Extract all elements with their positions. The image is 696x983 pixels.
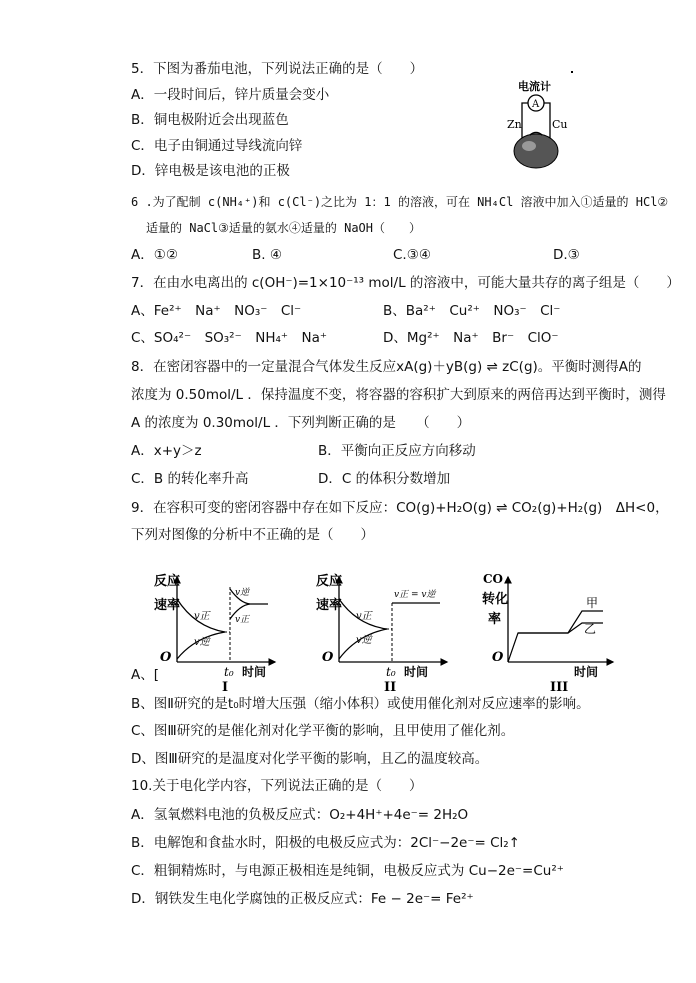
q7-option-d: D、Mg²⁺ Na⁺ Br⁻ ClO⁻ (383, 330, 559, 346)
q7-stem: 7．在由水电离出的 c(OH⁻)=1×10⁻¹³ mol/L 的溶液中，可能大量共存的离子组是（ ） (131, 275, 680, 291)
graph-2 (312, 567, 452, 692)
q9-option-b: B、图Ⅱ研究的是t₀时增大压强（缩小体积）或使用催化剂对反应速率的影响。 (131, 696, 590, 712)
graph1-origin: O (160, 650, 172, 665)
graph1-v-rev: v逆 (194, 637, 210, 648)
graph1-roman: I (222, 680, 229, 692)
graph2-roman: II (384, 680, 397, 692)
graph2-origin: O (322, 650, 334, 665)
q8-line3: A 的浓度为 0.30mol/L ．下列判断正确的是 （ ） (131, 415, 471, 431)
q7-option-c: C、SO₄²⁻ SO₃²⁻ NH₄⁺ Na⁺ (131, 330, 328, 346)
q9-option-a: A、[ (131, 667, 160, 683)
q10-option-c: C．粗铜精炼时，与电源正极相连是纯铜，电极反应式为 Cu−2e⁻=Cu²⁺ (131, 863, 564, 879)
graph3-ylabel-3: 率 (488, 612, 502, 627)
graph3-roman: III (550, 680, 569, 692)
q6-option-d: D.③ (553, 247, 580, 263)
q5-option-d: D．锌电极是该电池的正极 (131, 163, 290, 179)
ammeter-label: 电流计 (518, 80, 551, 93)
q8-option-c: C．B 的转化率升高 (131, 471, 249, 487)
graph1-v-rev-2: v逆 (235, 588, 250, 598)
q6-line1: 6 .为了配制 c(NH₄⁺)和 c(Cl⁻)之比为 1：1 的溶液，可在 NH₄Cl 溶液中加入①适量的 HCl② (131, 195, 669, 209)
q9-option-c: C、图Ⅲ研究的是催化剂对化学平衡的影响，且甲使用了催化剂。 (131, 723, 515, 739)
q10-option-d: D．钢铁发生电化学腐蚀的正极反应式：Fe − 2e⁻= Fe²⁺ (131, 891, 474, 907)
graph2-v-rev: v逆 (356, 635, 372, 646)
q5-option-c: C．电子由铜通过导线流向锌 (131, 138, 303, 154)
graph-3 (478, 567, 618, 692)
graph1-ylabel-2: 速率 (154, 598, 181, 613)
q8-option-a: A．x+y＞z (131, 443, 202, 459)
q6-option-a: A．①② (131, 247, 178, 263)
graph1-t0: t₀ (224, 665, 234, 679)
q9-option-d: D、图Ⅲ研究的是温度对化学平衡的影响，且乙的温度较高。 (131, 751, 489, 767)
ammeter-symbol: A (532, 99, 540, 110)
q5-option-a: A．一段时间后，锌片质量会变小 (131, 87, 330, 103)
graph2-ylabel-2: 速率 (316, 598, 343, 613)
q9-line2: 下列对图像的分析中不正确的是（ ） (131, 527, 374, 543)
q7-option-b: B、Ba²⁺ Cu²⁺ NO₃⁻ Cl⁻ (383, 303, 561, 319)
graph2-v-fwd: v正 (356, 611, 372, 622)
q8-option-b: B．平衡向正反应方向移动 (318, 443, 476, 459)
graph1-xlabel: 时间 (242, 665, 267, 679)
q5-option-b: B．铜电极附近会出现蓝色 (131, 112, 289, 128)
zinc-label: Zn (507, 118, 522, 131)
q8-option-d: D．C 的体积分数增加 (318, 471, 451, 487)
q9-line1: 9．在容积可变的密闭容器中存在如下反应：CO(g)+H₂O(g) ⇌ CO₂(g)+H₂(g) ΔH<0， (131, 500, 669, 516)
q6-line2: 适量的 NaCl③适量的氨水④适量的 NaOH（ ） (146, 221, 422, 235)
q10-option-a: A．氢氧燃料电池的负极反应式：O₂+4H⁺+4e⁻= 2H₂O (131, 807, 469, 823)
tomato-icon (514, 134, 558, 168)
graph1-ylabel-1: 反应 (154, 574, 181, 589)
graph1-v-fwd: v正 (194, 611, 210, 622)
copper-label: Cu (552, 118, 568, 131)
graph2-xlabel: 时间 (404, 665, 429, 679)
q8-line1: 8．在密闭容器中的一定量混合气体发生反应xA(g)＋yB(g) ⇌ zC(g)。平衡时测得A的 (131, 359, 642, 375)
q6-option-c: C.③④ (393, 247, 431, 263)
graph2-ylabel-1: 反应 (316, 574, 343, 589)
graph-1 (150, 567, 280, 692)
q10-stem: 10.关于电化学内容，下列说法正确的是（ ） (131, 778, 423, 794)
graph3-ylabel-2: 转化 (482, 592, 509, 607)
tomato-battery-figure (500, 78, 580, 174)
graph2-v-eq: v正 = v逆 (394, 590, 436, 600)
q7-option-a: A、Fe²⁺ Na⁺ NO₃⁻ Cl⁻ (131, 303, 302, 319)
graph3-line-jia: 甲 (586, 596, 599, 610)
graph3-xlabel: 时间 (574, 665, 599, 679)
q10-option-b: B．电解饱和食盐水时，阳极的电极反应式为：2Cl⁻−2e⁻= Cl₂↑ (131, 835, 520, 851)
graph3-ylabel-1: CO (483, 572, 504, 586)
q6-option-b: B. ④ (252, 247, 282, 263)
q5-stem: 5．下图为番茄电池，下列说法正确的是（ ） (131, 61, 424, 77)
graph3-line-yi: 乙 (584, 622, 597, 636)
dot-mark (571, 71, 573, 73)
graph3-origin: O (492, 650, 504, 665)
graph2-t0: t₀ (386, 665, 396, 679)
graph1-v-fwd-2: v正 (235, 615, 250, 625)
q8-line2: 浓度为 0.50mol/L ．保持温度不变，将容器的容积扩大到原来的两倍再达到平衡时，测得 (131, 387, 666, 403)
